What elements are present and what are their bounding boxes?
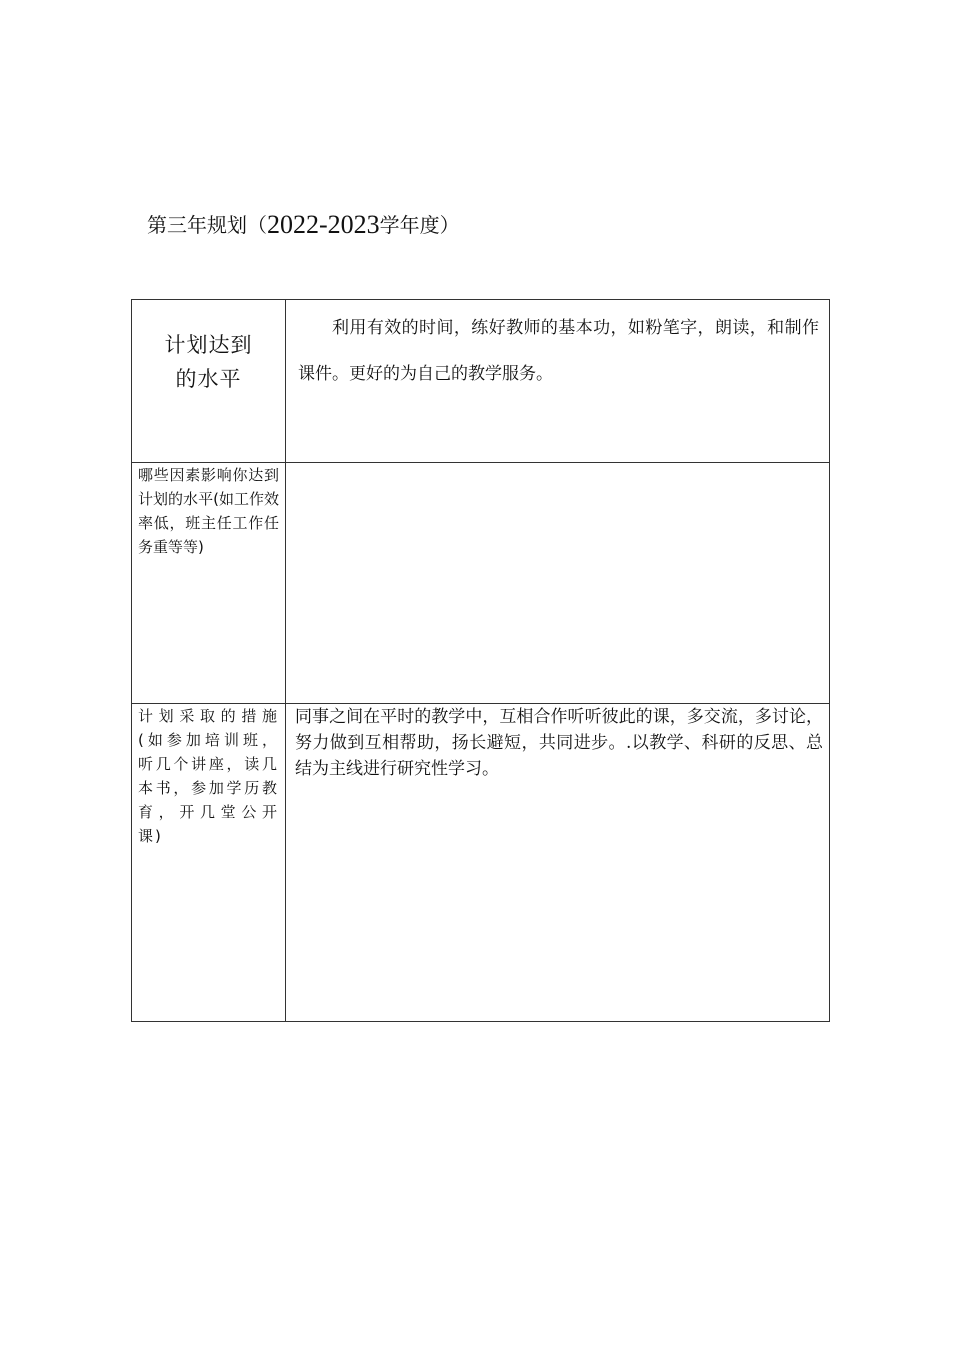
- measures-label: 计划采取的措施(如参加培训班，听几个讲座，读几本书，参加学历教育，开几堂公开课): [138, 707, 279, 845]
- factors-label: 哪些因素影响你达到计划的水平(如工作效率低，班主任工作任务重等等): [138, 466, 279, 556]
- title-suffix: 学年度）: [379, 213, 460, 237]
- label-cell-target-level: [132, 300, 286, 463]
- target-level-label-line: 的水平: [175, 367, 242, 391]
- target-level-label-line: 计划达到: [164, 333, 253, 357]
- title-prefix: 第三年规划（: [147, 213, 267, 237]
- label-cell-measures: [132, 704, 286, 1022]
- measures-content: 同事之间在平时的教学中，互相合作听听彼此的课，多交流，多讨论，努力做到互相帮助，扬长避短，共同进步。.以教学、科研的反思、总结为主线进行研究性学习。: [295, 707, 823, 779]
- plan-table: [131, 299, 830, 1022]
- table-row: [132, 463, 830, 704]
- content-cell-measures[interactable]: [286, 704, 830, 1022]
- content-cell-factors[interactable]: [286, 463, 830, 704]
- table-row: [132, 704, 830, 1022]
- target-level-label: [132, 300, 285, 396]
- content-cell-target-level[interactable]: [286, 300, 830, 463]
- table-row: [132, 300, 830, 463]
- title-years: 2022-2023: [267, 210, 380, 239]
- page-title: [147, 210, 460, 240]
- target-level-content: 利用有效的时间，练好教师的基本功，如粉笔字，朗读，和制作课件。更好的为自己的教学服务。: [298, 318, 819, 384]
- label-cell-factors: [132, 463, 286, 704]
